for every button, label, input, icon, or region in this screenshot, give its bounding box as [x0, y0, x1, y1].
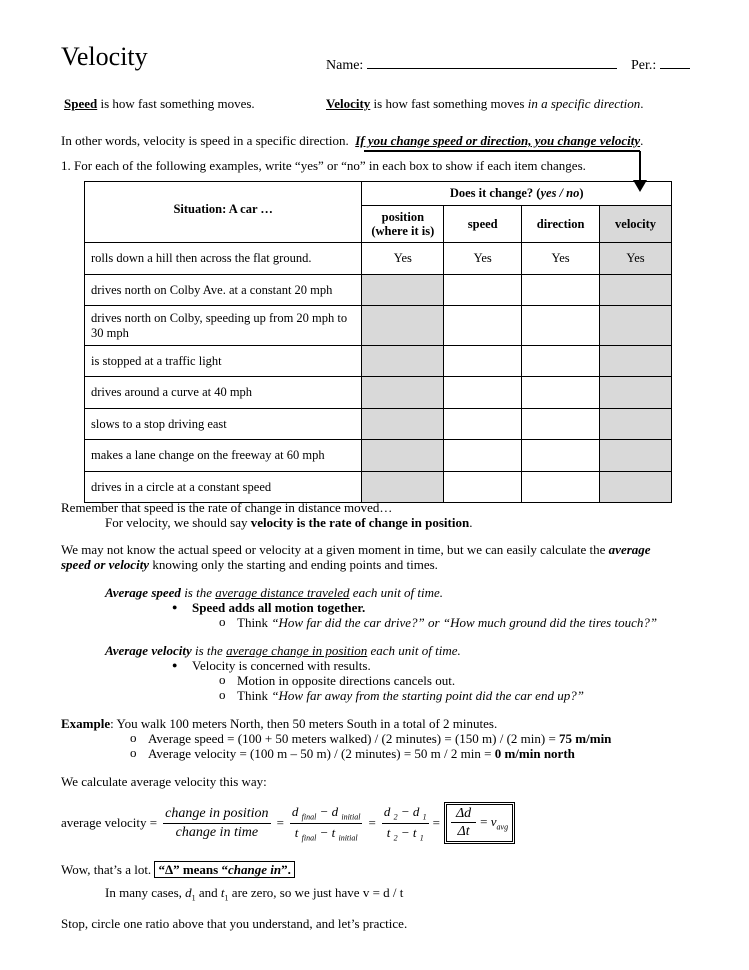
cell-direction[interactable]	[522, 306, 600, 346]
col-direction: direction	[522, 206, 600, 243]
cell-position[interactable]	[362, 409, 444, 440]
remember-line-2: For velocity, we should say velocity is the rate of change in position.	[105, 515, 473, 530]
delta-meaning-box: “Δ” means “change in”.	[154, 861, 294, 878]
cell-position[interactable]	[362, 472, 444, 503]
row-situation: makes a lane change on the freeway at 60 mph	[85, 440, 362, 472]
cell-position[interactable]	[362, 275, 444, 306]
average-paragraph-line-1: We may not know the actual speed or velocity at a given moment in time, but we can easily calculate the average	[61, 542, 651, 557]
remember-line-1: Remember that speed is the rate of change in distance moved…	[61, 500, 393, 515]
calc-intro: We calculate average velocity this way:	[61, 774, 267, 789]
change-header: Does it change? (yes / no)	[362, 182, 672, 206]
avg-speed-bullet: Speed adds all motion together.	[192, 600, 366, 615]
intro-line: In other words, velocity is speed in a specific direction. If you change speed or direction, you change velocity.	[61, 133, 644, 148]
ratio-subscripts: $\frac{d _2 - d _1}{t _2 - t _1}$	[383, 803, 427, 843]
example-avg-velocity: Average velocity = (100 m – 50 m) / (2 minutes) = 50 m / 2 min = 0 m/min north	[148, 746, 575, 761]
page-title: Velocity	[61, 42, 148, 71]
situation-table	[84, 181, 672, 503]
cell-direction[interactable]	[522, 409, 600, 440]
row-situation: drives north on Colby, speeding up from 20 mph to 30 mph	[85, 306, 362, 346]
cell-velocity[interactable]	[600, 275, 672, 306]
cell-position[interactable]	[362, 440, 444, 472]
example-avg-speed: Average speed = (100 + 50 meters walked) / (2 minutes) = (150 m) / (2 min) = 75 m/min	[148, 731, 612, 746]
col-position: position (where it is)	[362, 206, 444, 243]
avg-speed-think: Think “How far did the car drive?” or “How much ground did the tires touch?”	[237, 615, 658, 630]
wow-line: Wow, that’s a lot. “Δ” means “change in”.	[61, 862, 295, 878]
cell-velocity[interactable]	[600, 440, 672, 472]
row-situation: drives north on Colby Ave. at a constant 20 mph	[85, 275, 362, 306]
period-field: Per.:	[631, 54, 690, 74]
cell-velocity[interactable]	[600, 472, 672, 503]
avg-velocity-bullet: Velocity is concerned with results.	[192, 658, 371, 673]
cell-speed[interactable]	[444, 409, 522, 440]
cell-position[interactable]: Yes	[362, 243, 444, 275]
cell-direction[interactable]: Yes	[522, 243, 600, 275]
cell-velocity[interactable]	[600, 377, 672, 409]
avg-velocity-definition: Average velocity is the average change in position each unit of time.	[105, 643, 461, 658]
speed-definition: Speed is how fast something moves.	[64, 96, 255, 111]
row-situation: slows to a stop driving east	[85, 409, 362, 440]
cell-velocity[interactable]	[600, 409, 672, 440]
velocity-definition: Velocity is how fast something moves in a specific direction.	[326, 96, 644, 111]
zero-note: In many cases, $d_1$ and $t_1$ are zero, so we just have v = d / t	[105, 885, 404, 903]
row-situation: drives in a circle at a constant speed	[85, 472, 362, 503]
situation-header: Situation: A car …	[85, 182, 362, 243]
avg-velocity-sub1: Motion in opposite directions cancels out.	[237, 673, 456, 688]
avg-velocity-think: Think “How far away from the starting point did the car end up?”	[237, 688, 584, 703]
col-velocity: velocity	[600, 206, 672, 243]
cell-position[interactable]	[362, 346, 444, 377]
cell-position[interactable]	[362, 306, 444, 346]
row-situation: drives around a curve at 40 mph	[85, 377, 362, 409]
cell-speed[interactable]	[444, 472, 522, 503]
period-blank[interactable]	[660, 54, 690, 69]
cell-velocity[interactable]	[600, 346, 672, 377]
cell-direction[interactable]	[522, 472, 600, 503]
cell-speed[interactable]	[444, 440, 522, 472]
example-intro: Example: You walk 100 meters North, then 50 meters South in a total of 2 minutes.	[61, 716, 498, 731]
name-field: Name:	[326, 54, 617, 74]
cell-velocity[interactable]: Yes	[600, 243, 672, 275]
cell-direction[interactable]	[522, 346, 600, 377]
cell-direction[interactable]	[522, 377, 600, 409]
row-situation: rolls down a hill then across the flat ground.	[85, 243, 362, 275]
cell-velocity[interactable]	[600, 306, 672, 346]
cell-speed[interactable]	[444, 306, 522, 346]
stop-line: Stop, circle one ratio above that you understand, and let’s practice.	[61, 916, 408, 931]
average-paragraph-line-2: speed or velocity knowing only the starting and ending points and times.	[61, 557, 438, 572]
cell-direction[interactable]	[522, 275, 600, 306]
delta-ratio-box: $\frac{\Delta d}{\Delta t}$ = $v_{avg}$	[444, 802, 515, 844]
cell-speed[interactable]	[444, 377, 522, 409]
avg-speed-definition: Average speed is the average distance traveled each unit of time.	[105, 585, 444, 600]
name-blank[interactable]	[367, 54, 617, 69]
ratio-final-initial: $\frac{d _{final} - d _{initial}}{t _{final} - t _{initial}}$	[291, 803, 361, 843]
cell-direction[interactable]	[522, 440, 600, 472]
cell-speed[interactable]	[444, 275, 522, 306]
row-situation: is stopped at a traffic light	[85, 346, 362, 377]
cell-position[interactable]	[362, 377, 444, 409]
ratio-words: $\frac{\text{change in position}}{\text{change in time}}$	[165, 805, 269, 840]
cell-speed[interactable]	[444, 346, 522, 377]
avg-velocity-formula: average velocity = $\frac{\text{change in position}}{\text{change in time}}$ = $\frac{d _{final} - d _{initial}}{t _{final} - t _{initial}}$ = $\frac{d _2 - d _1}{t _2 - t _1}$ = $\frac{\Delta d}{\Delta t}$ = $v_{avg}$	[61, 798, 515, 848]
cell-speed[interactable]: Yes	[444, 243, 522, 275]
col-speed: speed	[444, 206, 522, 243]
question-1: 1. For each of the following examples, write “yes” or “no” in each box to show if each item changes.	[61, 158, 586, 173]
